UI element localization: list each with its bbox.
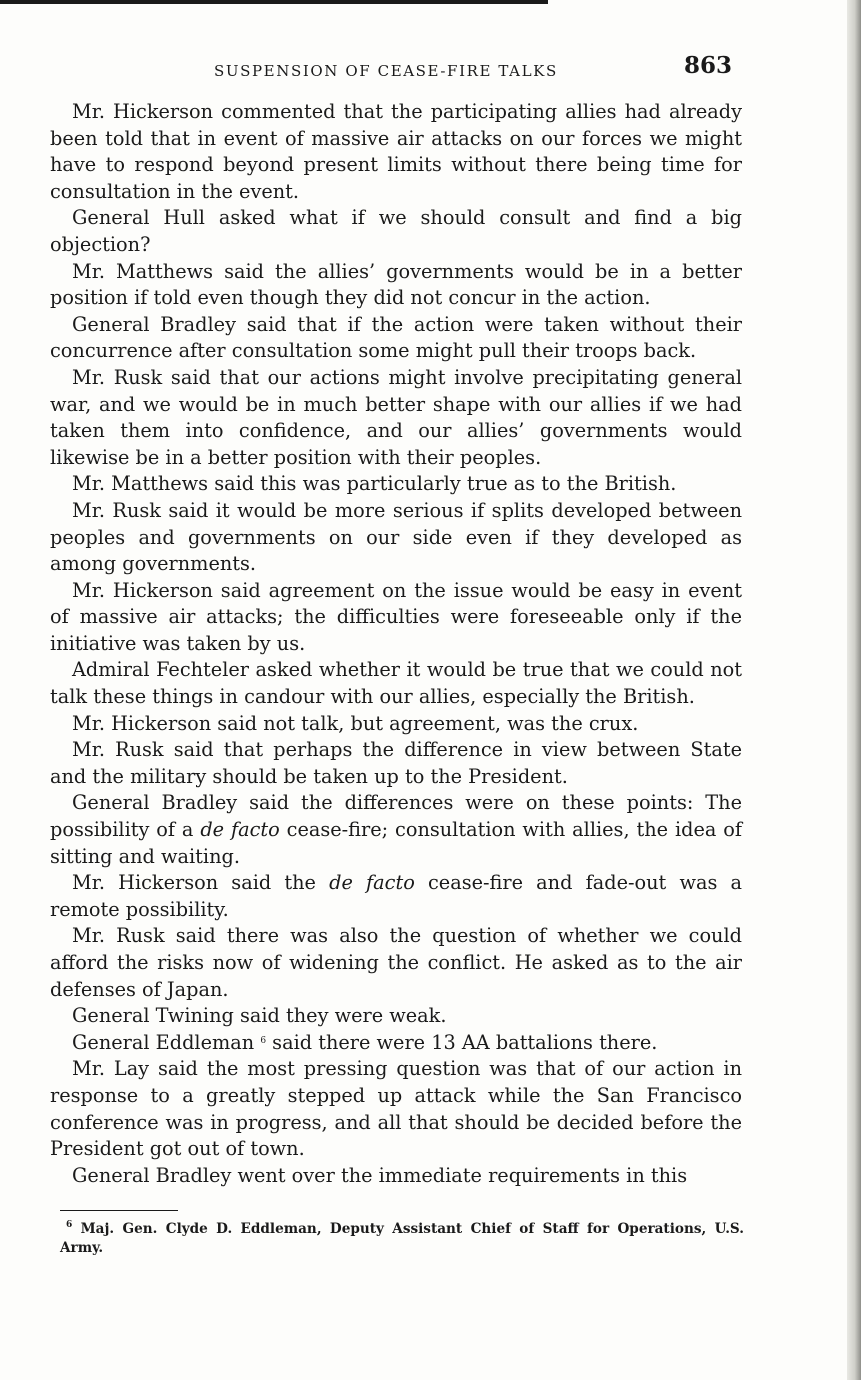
top-border-rule: [0, 0, 548, 4]
paragraph: [50, 1030, 742, 1057]
footnote-reference: 6: [260, 1035, 267, 1046]
paragraph: Mr. Rusk said that our actions might involve precipitating general war, and we would be in much better shape with our allies if we had taken them into confidence, and our allies’ governments would likewise be in a better position with their peoples.: [50, 365, 742, 469]
footnote: [60, 1220, 744, 1258]
paragraph: Mr. Lay said the most pressing question was that of our action in response to a greatly stepped up attack while the San Francisco conference was in progress, and all that should be decided before the President got out of town.: [50, 1057, 742, 1161]
footnote-divider: [60, 1210, 178, 1211]
italic-term: de facto: [200, 818, 280, 842]
paragraph: Mr. Hickerson said agreement on the issue would be easy in event of massive air attacks; the difficulties were foreseeable only if the initiative was taken by us.: [50, 578, 742, 655]
paragraph: Mr. Rusk said it would be more serious if splits developed between peoples and governments on our side even if they developed as among governments.: [50, 498, 742, 576]
paragraph: Mr. Rusk said there was also the question of whether we could afford the risks now of widening the conflict. He asked as to the air defenses of Japan.: [50, 924, 742, 1001]
page-header: [52, 52, 742, 86]
paragraph-text: General Bradley said the differences were on these points: The possibility of a: [50, 791, 742, 842]
paragraph: Mr. Matthews said the allies’ governments would be in a better position if told even though they did not concur in the action.: [50, 259, 742, 310]
paragraph-text: said there were 13 AA battalions there.: [266, 1030, 658, 1054]
footnote-marker: 6: [66, 1220, 73, 1230]
paragraph: Mr. Matthews said this was particularly true as to the British.: [72, 472, 677, 496]
paragraph: Mr. Hickerson commented that the participating allies had already been told that in event of massive air attacks on our forces we might have to respond beyond present limits without there being time for consultation in the event.: [50, 100, 742, 203]
paragraph: General Bradley went over the immediate requirements in this: [72, 1163, 688, 1187]
paragraph: Mr. Hickerson said not talk, but agreement, was the crux.: [72, 711, 639, 735]
paragraph: General Twining said they were weak.: [72, 1004, 447, 1028]
paragraph: [50, 870, 742, 923]
running-head: SUSPENSION OF CEASE-FIRE TALKS: [214, 62, 558, 80]
italic-term: de facto: [329, 871, 415, 895]
footnote-text: Maj. Gen. Clyde D. Eddleman, Deputy Assistant Chief of Staff for Operations, U.S. Army.: [60, 1221, 744, 1256]
paragraph-text: General Eddleman: [72, 1030, 261, 1054]
paragraph: [50, 790, 742, 870]
page-gutter-edge: [847, 0, 861, 1380]
body-text: [50, 99, 742, 1189]
paragraph: General Hull asked what if we should consult and find a big objection?: [50, 206, 742, 256]
paragraph-text: Mr. Hickerson said the: [72, 871, 330, 895]
page-number: 863: [683, 52, 732, 79]
paragraph: Admiral Fechteler asked whether it would be true that we could not talk these things in candour with our allies, especially the British.: [50, 658, 742, 709]
paragraph: General Bradley said that if the action were taken without their concurrence after consultation some might pull their troops back.: [50, 312, 742, 363]
paragraph-text: cease-fire; consultation with allies, the idea of sitting and waiting.: [50, 818, 742, 868]
paragraph: Mr. Rusk said that perhaps the difference in view between State and the military should be taken up to the President.: [50, 738, 742, 788]
paragraph-text: cease-fire and fade-out was a remote possibility.: [50, 871, 743, 921]
